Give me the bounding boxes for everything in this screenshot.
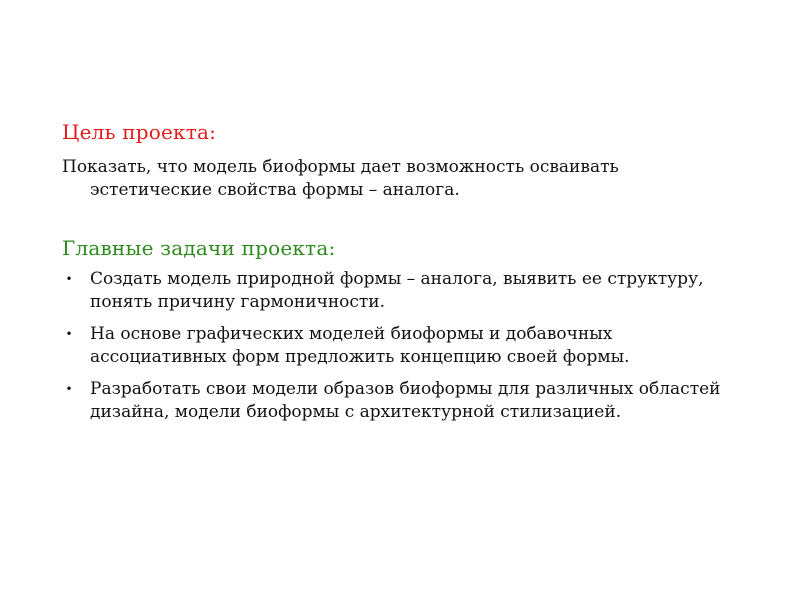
goal-heading: Цель проекта: (62, 120, 217, 144)
list-item (62, 268, 742, 314)
tasks-list (62, 268, 742, 433)
list-item (62, 323, 742, 369)
task-text: Разработать свои модели образов биоформы для различных областей дизайна, модели биоформы с архитектурной стилизацией. (90, 379, 721, 422)
bullet-icon: • (65, 382, 73, 396)
goal-text: Показать, что модель биоформы дает возможность осваивать эстетические свойства формы – аналога. (62, 157, 619, 200)
list-item (62, 378, 742, 424)
task-text: Создать модель природной формы – аналога, выявить ее структуру, понять причину гармоничности. (90, 269, 704, 312)
bullet-icon: • (65, 272, 73, 286)
tasks-heading: Главные задачи проекта: (62, 236, 336, 260)
bullet-icon: • (65, 327, 73, 341)
task-text: На основе графических моделей биоформы и добавочных ассоциативных форм предложить концепцию своей формы. (90, 324, 630, 367)
